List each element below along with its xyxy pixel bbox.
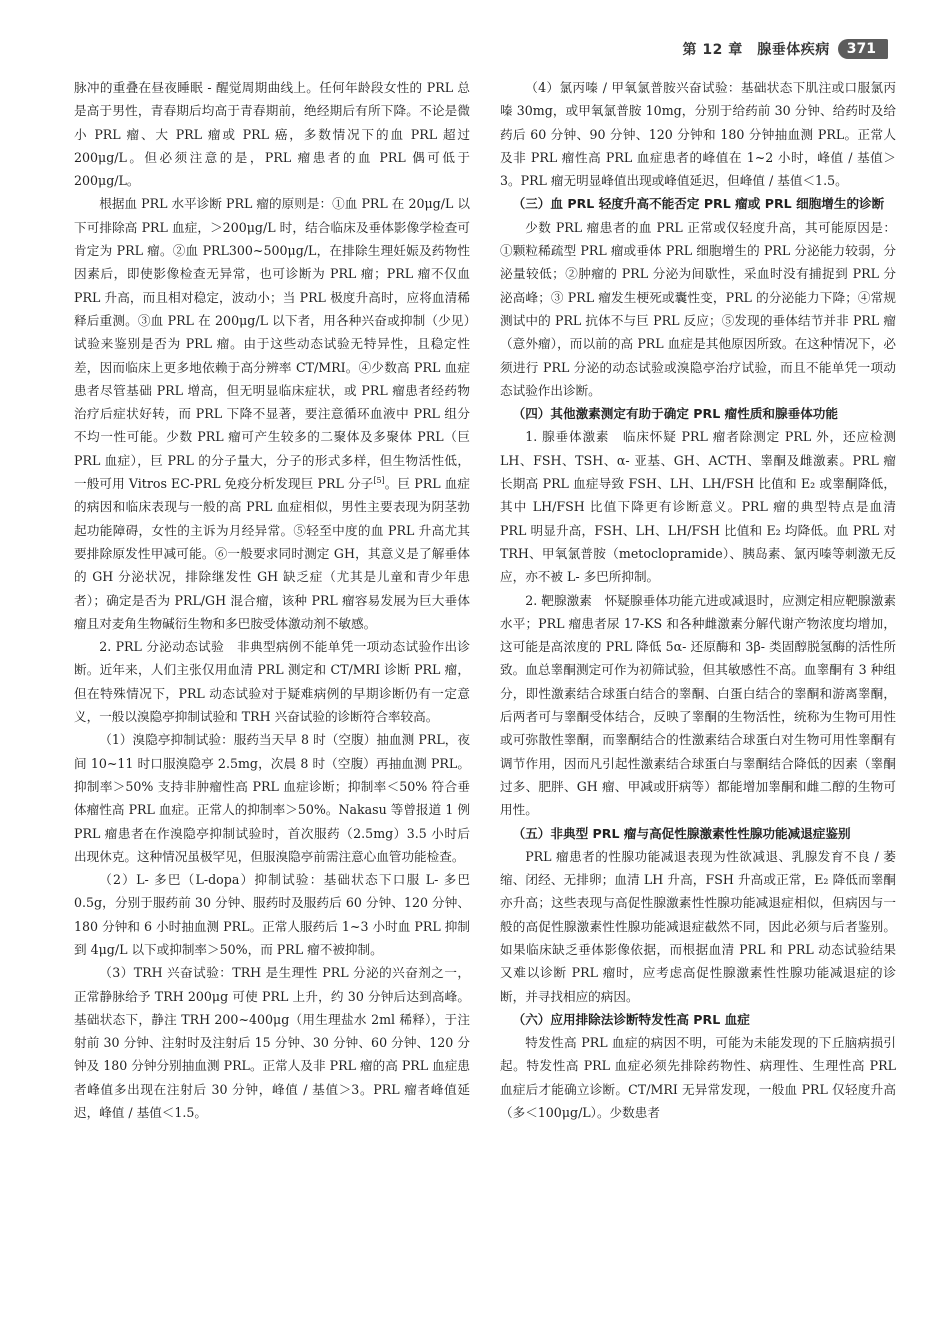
paragraph: [74, 192, 470, 635]
page-number: 371: [838, 39, 888, 59]
left-column: [74, 76, 470, 1124]
section-heading: [500, 1008, 896, 1031]
paragraph: [74, 76, 470, 192]
citation-ref: [5]: [373, 475, 385, 485]
paragraph: [74, 728, 470, 868]
paragraph: [500, 589, 896, 822]
paragraph-text: 2. PRL 分泌动态试验 非典型病例不能单凭一项动态试验作出诊断。近年来，人们主张仅用血清 PRL 测定和 CT/MRI 诊断 PRL 瘤，但在特殊情况下，PRL 动态试验对于疑难病例的早期诊断仍有一定意义，一般以溴隐亭抑制试验和 TRH 兴奋试验的诊断符合率较高。: [74, 639, 470, 725]
paragraph-text: 少数 PRL 瘤患者的血 PRL 正常或仅轻度升高，其可能原因是：①颗粒稀疏型 PRL 瘤或垂体 PRL 细胞增生的 PRL 分泌能力较弱，分泌量较低；②肿瘤的 PRL 分泌为间歇性，采血时没有捕捉到 PRL 分泌高峰；③ PRL 瘤发生梗死或囊性变，PRL 的分泌能力下降；④常规测试中的 PRL 抗体不与巨 PRL 反应；⑤发现的垂体结节并非 PRL 瘤（意外瘤），而以前的高 PRL 血症是其他原因所致。在这种情况下，必须进行 PRL 分泌的动态试验或溴隐亭治疗试验，而且不能单凭一项动态试验作出诊断。: [500, 219, 896, 398]
paragraph: [500, 216, 896, 402]
paragraph-text: （五）非典型 PRL 瘤与高促性腺激素性性腺功能减退症鉴别: [512, 825, 851, 841]
paragraph-text: 脉冲的重叠在昼夜睡眠 - 醒觉周期曲线上。任何年龄段女性的 PRL 总是高于男性，青春期后均高于青春期前，绝经期后有所下降。不论是微小 PRL 瘤、大 PRL 瘤或 PRL 癌，多数情况下的血 PRL 超过 200μg/L。但必须注意的是，PRL 瘤患者的血 PRL 偶可低于 200μg/L。: [74, 80, 470, 189]
right-column: [500, 76, 896, 1124]
paragraph-text: 2. 靶腺激素 怀疑腺垂体功能亢进或减退时，应测定相应靶腺激素水平；PRL 瘤患者尿 17-KS 和各种雌激素分解代谢产物浓度均增加，这可能是高浓度的 PRL 降低 5α- 还原酶和 3β- 类固醇脱氢酶的活性所致。血总睾酮测定可作为初筛试验，但其敏感性不高。血睾酮有 3 种组分，即性激素结合球蛋白结合的睾酮、白蛋白结合的睾酮和游离睾酮，后两者可与睾酮受体结合，反映了睾酮的生物活性，统称为生物可用性或可弥散性睾酮，而睾酮结合的性激素结合球蛋白对生物可用性睾酮有调节作用，因而凡引起性激素结合球蛋白与睾酮结合降低的因素（睾酮过多、肥胖、GH 瘤、甲减或肝病等）都能增加睾酮和雌二醇的生物可用性。: [500, 592, 896, 818]
paragraph: [500, 1031, 896, 1124]
paragraph-text: PRL 瘤患者的性腺功能减退表现为性欲减退、乳腺发育不良 / 萎缩、闭经、无排卵；血清 LH 升高，FSH 升高或正常，E₂ 降低而睾酮亦升高；这些表现与高促性腺激素性性腺功能减退症相似，但病因与一般的高促性腺激素性性腺功能减退症截然不同，因此必须与后者鉴别。如果临床缺乏垂体影像依据，而根据血清 PRL 和 PRL 动态试验结果又难以诊断 PRL 瘤时，应考虑高促性腺激素性性腺功能减退症的诊断，并寻找相应的病因。: [500, 848, 896, 1004]
section-heading: [500, 822, 896, 845]
paragraph-text: 1. 腺垂体激素 临床怀疑 PRL 瘤者除测定 PRL 外，还应检测 LH、FSH、TSH、α- 亚基、GH、ACTH、睾酮及雌激素。PRL 瘤长期高 PRL 血症导致 FSH、LH、LH/FSH 比值和 E₂ 或睾酮降低，其中 LH/FSH 比值下降更有诊断意义。PRL 瘤的典型特点是血清 PRL 明显升高，FSH、LH、LH/FSH 比值和 E₂ 均降低。血 PRL 对 TRH、甲氧氯普胺（metoclopramide）、胰岛素、氯丙嗪等刺激无反应，亦不被 L- 多巴所抑制。: [500, 429, 896, 585]
paragraph-text: （三）血 PRL 轻度升高不能否定 PRL 瘤或 PRL 细胞增生的诊断: [512, 196, 885, 212]
paragraph-text: （1）溴隐亭抑制试验：服药当天早 8 时（空腹）抽血测 PRL，夜间 10~11 时口服溴隐亭 2.5mg，次晨 8 时（空腹）再抽血测 PRL。抑制率＞50% 支持非肿瘤性高 PRL 血症诊断；抑制率＜50% 符合垂体瘤性高 PRL 血症。正常人的抑制率＞50%。Nakasu 等曾报道 1 例 PRL 瘤患者在作溴隐亭抑制试验时，首次服药（2.5mg）3.5 小时后出现休克。这种情况虽极罕见，但服溴隐亭前需注意心血管功能检查。: [74, 732, 470, 864]
paragraph: [500, 425, 896, 588]
paragraph: [74, 868, 470, 961]
section-heading: [500, 192, 896, 215]
paragraph-text: （2）L- 多巴（L-dopa）抑制试验：基础状态下口服 L- 多巴 0.5g，分别于服药前 30 分钟、服药时及服药后 60 分钟、120 分钟、180 分钟和 6 小时抽血测 PRL。正常人服药后 1~3 小时血 PRL 抑制到 4μg/L 以下或抑制率＞50%，而 PRL 瘤不被抑制。: [74, 872, 470, 957]
section-heading: [500, 402, 896, 425]
paragraph: [500, 76, 896, 192]
paragraph-text: 。巨 PRL 血症的病因和临床表现与一般的高 PRL 血症相似，男性主要表现为阴茎勃起功能障碍，女性的主诉为月经异常。⑤轻至中度的血 PRL 升高尤其要排除原发性甲减可能。⑥一般要求同时测定 GH，其意义是了解垂体的 GH 分泌状况，排除继发性 GH 缺乏症（尤其是儿童和青少年患者）；确定是否为 PRL/GH 混合瘤，该种 PRL 瘤容易发展为巨大垂体瘤且对麦角生物碱衍生物和多巴胺受体激动剂不敏感。: [74, 476, 471, 631]
paragraph-text: （4）氯丙嗪 / 甲氧氯普胺兴奋试验：基础状态下肌注或口服氯丙嗪 30mg，或甲氧氯普胺 10mg，分别于给药前 30 分钟、给药时及给药后 60 分钟、90 分钟、120 分钟和 180 分钟抽血测 PRL。正常人及非 PRL 瘤性高 PRL 血症患者的峰值在 1~2 小时，峰值 / 基值＞3。PRL 瘤无明显峰值出现或峰值延迟，但峰值 / 基值＜1.5。: [500, 80, 896, 189]
chapter-title: 第 12 章 腺垂体疾病: [682, 42, 830, 58]
paragraph: [74, 961, 470, 1124]
paragraph: [74, 635, 470, 728]
paragraph: [500, 845, 896, 1008]
paragraph-text: 特发性高 PRL 血症的病因不明，可能为未能发现的下丘脑病损引起。特发性高 PRL 血症必须先排除药物性、病理性、生理性高 PRL 血症后才能确立诊断。CT/MRI 无异常发现，一般血 PRL 仅轻度升高（多＜100μg/L）。少数患者: [500, 1035, 896, 1121]
paragraph-text: （四）其他激素测定有助于确定 PRL 瘤性质和腺垂体功能: [512, 406, 838, 422]
paragraph-text: （六）应用排除法诊断特发性高 PRL 血症: [512, 1011, 750, 1027]
paragraph-text: 根据血 PRL 水平诊断 PRL 瘤的原则是：①血 PRL 在 20μg/L 以下可排除高 PRL 血症，＞200μg/L 时，结合临床及垂体影像学检查可肯定为 PRL 瘤。②血 PRL300~500μg/L，在排除生理妊娠及药物性因素后，即使影像检查无异常，也可诊断为 PRL 瘤；PRL 瘤不仅血 PRL 升高，而且相对稳定，波动小；当 PRL 极度升高时，应将血清稀释后重测。③血 PRL 在 200μg/L 以下者，用各种兴奋或抑制（少见）试验来鉴别是否为 PRL 瘤。由于这些动态试验无特异性，且稳定性差，因而临床上更多地依赖于高分辨率 CT/MRI。④少数高 PRL 血症患者尽管基础 PRL 增高，但无明显临床症状，或 PRL 瘤患者经药物治疗后症状好转，而 PRL 下降不显著，要注意循环血液中 PRL 组分不均一性可能。少数 PRL 瘤可产生较多的二聚体及多聚体 PRL（巨 PRL 血症），巨 PRL 的分子量大，分子的形式多样，但生物活性低，一般可用 Vitros EC-PRL 免疫分析发现巨 PRL 分子: [74, 196, 470, 492]
page-header: [683, 36, 888, 62]
paragraph-text: （3）TRH 兴奋试验：TRH 是生理性 PRL 分泌的兴奋剂之一，正常静脉给予 TRH 200μg 可使 PRL 上升，约 30 分钟后达到高峰。基础状态下，静注 TRH 200~400μg（用生理盐水 2ml 稀释），于注射前 30 分钟、注射时及注射后 15 分钟、30 分钟、60 分钟、120 分钟及 180 分钟分别抽血测 PRL。正常人及非 PRL 瘤的高 PRL 血症患者峰值多出现在注射后 30 分钟，峰值 / 基值＞3。PRL 瘤者峰值延迟，峰值 / 基值＜1.5。: [74, 965, 470, 1121]
